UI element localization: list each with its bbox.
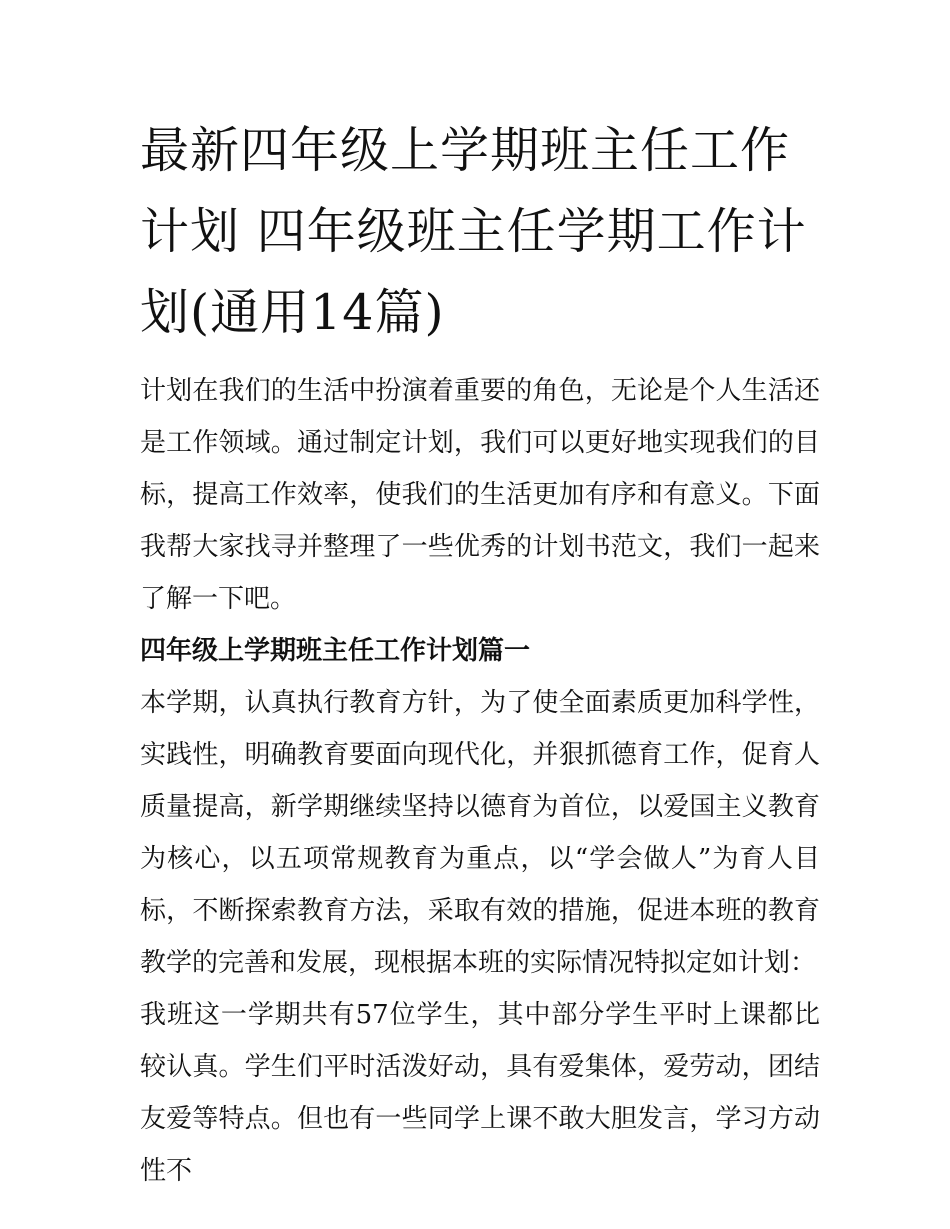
document-title: 最新四年级上学期班主任工作计划 四年级班主任学期工作计划(通用14篇) <box>140 122 807 341</box>
section-heading: 四年级上学期班主任工作计划篇一 <box>140 636 531 666</box>
intro-paragraph: 计划在我们的生活中扮演着重要的角色，无论是个人生活还是工作领域。通过制定计划，我们可以更好地实现我们的目标，提高工作效率，使我们的生活更加有序和有意义。下面我帮大家找寻并整理了一些优秀的计划书范文，我们一起来了解一下吧。 <box>140 376 820 614</box>
title-block <box>140 110 820 353</box>
body-paragraph-1: 本学期，认真执行教育方针，为了使全面素质更加科学性，实践性，明确教育要面向现代化，并狠抓德育工作，促育人质量提高，新学期继续坚持以德育为首位，以爱国主义教育为核心，以五项常规教育为重点，以“学会做人”为育人目标，不断探索教育方法，采取有效的措施，促进本班的教育教学的完善和发展，现根据本班的实际情况特拟定如计划： <box>140 688 820 978</box>
body-paragraph-2: 我班这一学期共有57位学生，其中部分学生平时上课都比较认真。学生们平时活泼好动，具有爱集体，爱劳动，团结友爱等特点。但也有一些同学上课不敢大胆发言，学习方动性不 <box>140 1000 820 1186</box>
document-page <box>140 110 820 1197</box>
